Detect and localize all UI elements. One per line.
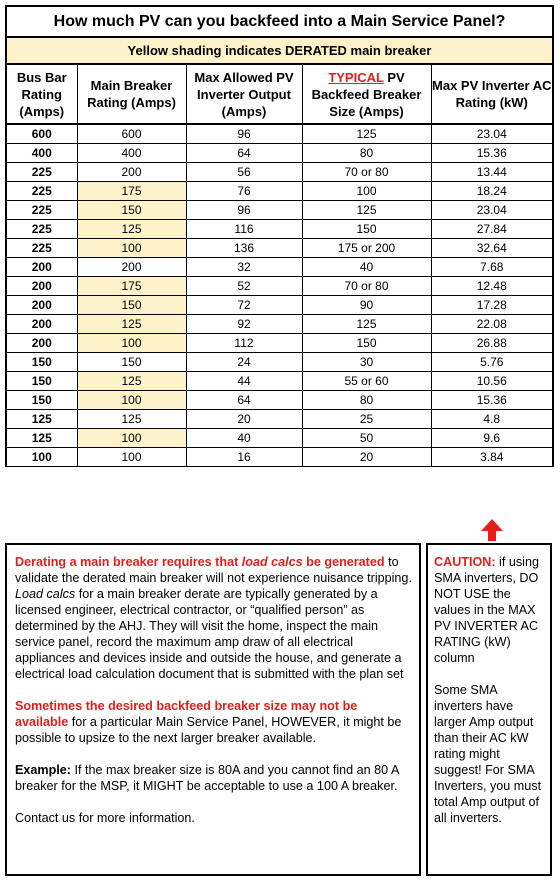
cell-max-inverter-output: 24 xyxy=(186,353,302,372)
table-row xyxy=(6,448,553,467)
notes-derating-text-a: to validate the derated main breaker will not experience nuisance tripping. xyxy=(15,555,412,585)
cell-max-ac-rating: 23.04 xyxy=(431,124,553,144)
cell-typical-backfeed-breaker: 70 or 80 xyxy=(302,163,431,182)
table-row xyxy=(6,372,553,391)
table-row xyxy=(6,391,553,410)
cell-max-ac-rating: 12.48 xyxy=(431,277,553,296)
cell-typical-backfeed-breaker: 175 or 200 xyxy=(302,239,431,258)
cell-max-inverter-output: 56 xyxy=(186,163,302,182)
table-row xyxy=(6,201,553,220)
cell-typical-backfeed-breaker: 80 xyxy=(302,144,431,163)
table-row xyxy=(6,334,553,353)
cell-main-breaker-rating: 175 xyxy=(77,277,186,296)
caution-box xyxy=(426,543,552,876)
cell-main-breaker-rating: 150 xyxy=(77,201,186,220)
cell-typical-backfeed-breaker: 125 xyxy=(302,124,431,144)
table-row xyxy=(6,144,553,163)
header-bus-bar-rating: Bus Bar Rating (Amps) xyxy=(6,64,77,124)
header-main-breaker-rating: Main Breaker Rating (Amps) xyxy=(77,64,186,124)
cell-max-ac-rating: 4.8 xyxy=(431,410,553,429)
notes-derating-lead-end: be generated xyxy=(302,555,385,569)
pv-backfeed-table xyxy=(5,5,554,467)
cell-bus-bar-rating: 225 xyxy=(6,163,77,182)
cell-max-inverter-output: 64 xyxy=(186,144,302,163)
caution-sma-text: if using SMA inverters, DO NOT USE the values in the MAX PV INVERTER AC RATING (kW) column xyxy=(434,555,539,665)
caution-paragraph-sma xyxy=(434,554,546,666)
table-row xyxy=(6,182,553,201)
cell-bus-bar-rating: 600 xyxy=(6,124,77,144)
header-max-inverter-output: Max Allowed PV Inverter Output (Amps) xyxy=(186,64,302,124)
table-row xyxy=(6,353,553,372)
cell-bus-bar-rating: 125 xyxy=(6,429,77,448)
cell-typical-backfeed-breaker: 50 xyxy=(302,429,431,448)
notes-derating-lead: Derating a main breaker requires that xyxy=(15,555,242,569)
table-row xyxy=(6,258,553,277)
cell-max-ac-rating: 9.6 xyxy=(431,429,553,448)
cell-max-ac-rating: 22.08 xyxy=(431,315,553,334)
cell-main-breaker-rating: 100 xyxy=(77,429,186,448)
cell-typical-backfeed-breaker: 25 xyxy=(302,410,431,429)
cell-max-inverter-output: 96 xyxy=(186,201,302,220)
red-up-arrow-icon xyxy=(480,518,504,542)
table-subtitle: Yellow shading indicates DERATED main breaker xyxy=(6,37,553,64)
cell-max-inverter-output: 112 xyxy=(186,334,302,353)
cell-typical-backfeed-breaker: 20 xyxy=(302,448,431,467)
notes-contact: Contact us for more information. xyxy=(15,811,195,825)
table-body xyxy=(6,124,553,467)
cell-max-inverter-output: 96 xyxy=(186,124,302,144)
cell-max-inverter-output: 72 xyxy=(186,296,302,315)
table-row xyxy=(6,124,553,144)
table-row xyxy=(6,296,553,315)
cell-max-ac-rating: 26.88 xyxy=(431,334,553,353)
cell-main-breaker-rating: 100 xyxy=(77,448,186,467)
table-row xyxy=(6,277,553,296)
cell-max-ac-rating: 15.36 xyxy=(431,391,553,410)
cell-typical-backfeed-breaker: 125 xyxy=(302,315,431,334)
cell-max-inverter-output: 16 xyxy=(186,448,302,467)
cell-main-breaker-rating: 400 xyxy=(77,144,186,163)
cell-typical-backfeed-breaker: 40 xyxy=(302,258,431,277)
cell-max-ac-rating: 23.04 xyxy=(431,201,553,220)
cell-typical-backfeed-breaker: 150 xyxy=(302,334,431,353)
cell-max-inverter-output: 92 xyxy=(186,315,302,334)
notes-derating-text-b: for a main breaker derate are typically generated by a licensed engineer, electrical contractor, or “qualified person” as determined by the AHJ. They will visit the home, inspect the main service panel, record the maximum amp draw of all electrical appliances and devices inside and outside the house, and generate a electrical load calculation document that is submitted with the plan set xyxy=(15,587,404,681)
cell-typical-backfeed-breaker: 30 xyxy=(302,353,431,372)
notes-availability-text: for a particular Main Service Panel, HOWEVER, it might be possible to upsize to the next larger breaker available. xyxy=(15,715,402,745)
cell-typical-backfeed-breaker: 70 or 80 xyxy=(302,277,431,296)
cell-bus-bar-rating: 100 xyxy=(6,448,77,467)
table-row xyxy=(6,220,553,239)
cell-main-breaker-rating: 125 xyxy=(77,372,186,391)
cell-bus-bar-rating: 225 xyxy=(6,239,77,258)
cell-max-inverter-output: 40 xyxy=(186,429,302,448)
notes-load-calcs-italic: Load calcs xyxy=(15,587,76,601)
cell-max-ac-rating: 15.36 xyxy=(431,144,553,163)
notes-paragraph-example xyxy=(15,762,412,794)
cell-bus-bar-rating: 200 xyxy=(6,334,77,353)
cell-max-inverter-output: 32 xyxy=(186,258,302,277)
cell-main-breaker-rating: 100 xyxy=(77,239,186,258)
cell-max-ac-rating: 5.76 xyxy=(431,353,553,372)
notes-paragraph-derating xyxy=(15,554,412,682)
cell-bus-bar-rating: 200 xyxy=(6,258,77,277)
cell-bus-bar-rating: 200 xyxy=(6,296,77,315)
cell-bus-bar-rating: 125 xyxy=(6,410,77,429)
table-row xyxy=(6,315,553,334)
table-row xyxy=(6,163,553,182)
cell-max-inverter-output: 136 xyxy=(186,239,302,258)
cell-main-breaker-rating: 125 xyxy=(77,220,186,239)
cell-main-breaker-rating: 125 xyxy=(77,410,186,429)
derating-notes-box xyxy=(5,543,421,876)
cell-bus-bar-rating: 225 xyxy=(6,201,77,220)
header-typical-word: TYPICAL xyxy=(328,69,384,85)
cell-main-breaker-rating: 200 xyxy=(77,258,186,277)
cell-max-ac-rating: 7.68 xyxy=(431,258,553,277)
cell-max-inverter-output: 20 xyxy=(186,410,302,429)
cell-bus-bar-rating: 400 xyxy=(6,144,77,163)
cell-max-ac-rating: 10.56 xyxy=(431,372,553,391)
cell-max-ac-rating: 27.84 xyxy=(431,220,553,239)
cell-typical-backfeed-breaker: 125 xyxy=(302,201,431,220)
cell-max-inverter-output: 64 xyxy=(186,391,302,410)
cell-typical-backfeed-breaker: 55 or 60 xyxy=(302,372,431,391)
cell-max-ac-rating: 17.28 xyxy=(431,296,553,315)
cell-main-breaker-rating: 150 xyxy=(77,353,186,372)
cell-main-breaker-rating: 600 xyxy=(77,124,186,144)
notes-load-calcs-emphasis: load calcs xyxy=(241,555,303,569)
cell-typical-backfeed-breaker: 100 xyxy=(302,182,431,201)
cell-max-inverter-output: 44 xyxy=(186,372,302,391)
cell-main-breaker-rating: 125 xyxy=(77,315,186,334)
cell-bus-bar-rating: 225 xyxy=(6,220,77,239)
cell-bus-bar-rating: 150 xyxy=(6,353,77,372)
cell-bus-bar-rating: 225 xyxy=(6,182,77,201)
table-title: How much PV can you backfeed into a Main Service Panel? xyxy=(6,6,553,37)
table-row xyxy=(6,410,553,429)
cell-max-inverter-output: 52 xyxy=(186,277,302,296)
cell-main-breaker-rating: 100 xyxy=(77,391,186,410)
caution-label: CAUTION: xyxy=(434,555,496,569)
notes-paragraph-availability xyxy=(15,698,412,746)
caution-paragraph-amp-output: Some SMA inverters have larger Amp output than their AC kW rating might suggest! For SMA Inverters, you must total Amp output of all inverters. xyxy=(434,683,542,825)
header-max-ac-rating: Max PV Inverter AC Rating (kW) xyxy=(431,64,553,124)
cell-max-ac-rating: 3.84 xyxy=(431,448,553,467)
table-row xyxy=(6,239,553,258)
cell-main-breaker-rating: 200 xyxy=(77,163,186,182)
header-typical-rest: PV Backfeed Breaker Size (Amps) xyxy=(311,69,422,119)
cell-max-ac-rating: 13.44 xyxy=(431,163,553,182)
cell-main-breaker-rating: 100 xyxy=(77,334,186,353)
cell-main-breaker-rating: 175 xyxy=(77,182,186,201)
header-typical-backfeed-breaker xyxy=(302,64,431,124)
cell-typical-backfeed-breaker: 150 xyxy=(302,220,431,239)
cell-max-inverter-output: 116 xyxy=(186,220,302,239)
cell-typical-backfeed-breaker: 90 xyxy=(302,296,431,315)
notes-example-label: Example: xyxy=(15,763,71,777)
cell-main-breaker-rating: 150 xyxy=(77,296,186,315)
notes-example-text: If the max breaker size is 80A and you cannot find an 80 A breaker for the MSP, it MIGHT be acceptable to use a 100 A breaker. xyxy=(15,763,399,793)
table-row xyxy=(6,429,553,448)
cell-max-inverter-output: 76 xyxy=(186,182,302,201)
cell-typical-backfeed-breaker: 80 xyxy=(302,391,431,410)
notes-availability-lead: Sometimes the desired backfeed breaker size may not be available xyxy=(15,699,358,729)
cell-bus-bar-rating: 200 xyxy=(6,277,77,296)
cell-bus-bar-rating: 150 xyxy=(6,372,77,391)
cell-bus-bar-rating: 200 xyxy=(6,315,77,334)
cell-max-ac-rating: 32.64 xyxy=(431,239,553,258)
cell-bus-bar-rating: 150 xyxy=(6,391,77,410)
cell-max-ac-rating: 18.24 xyxy=(431,182,553,201)
